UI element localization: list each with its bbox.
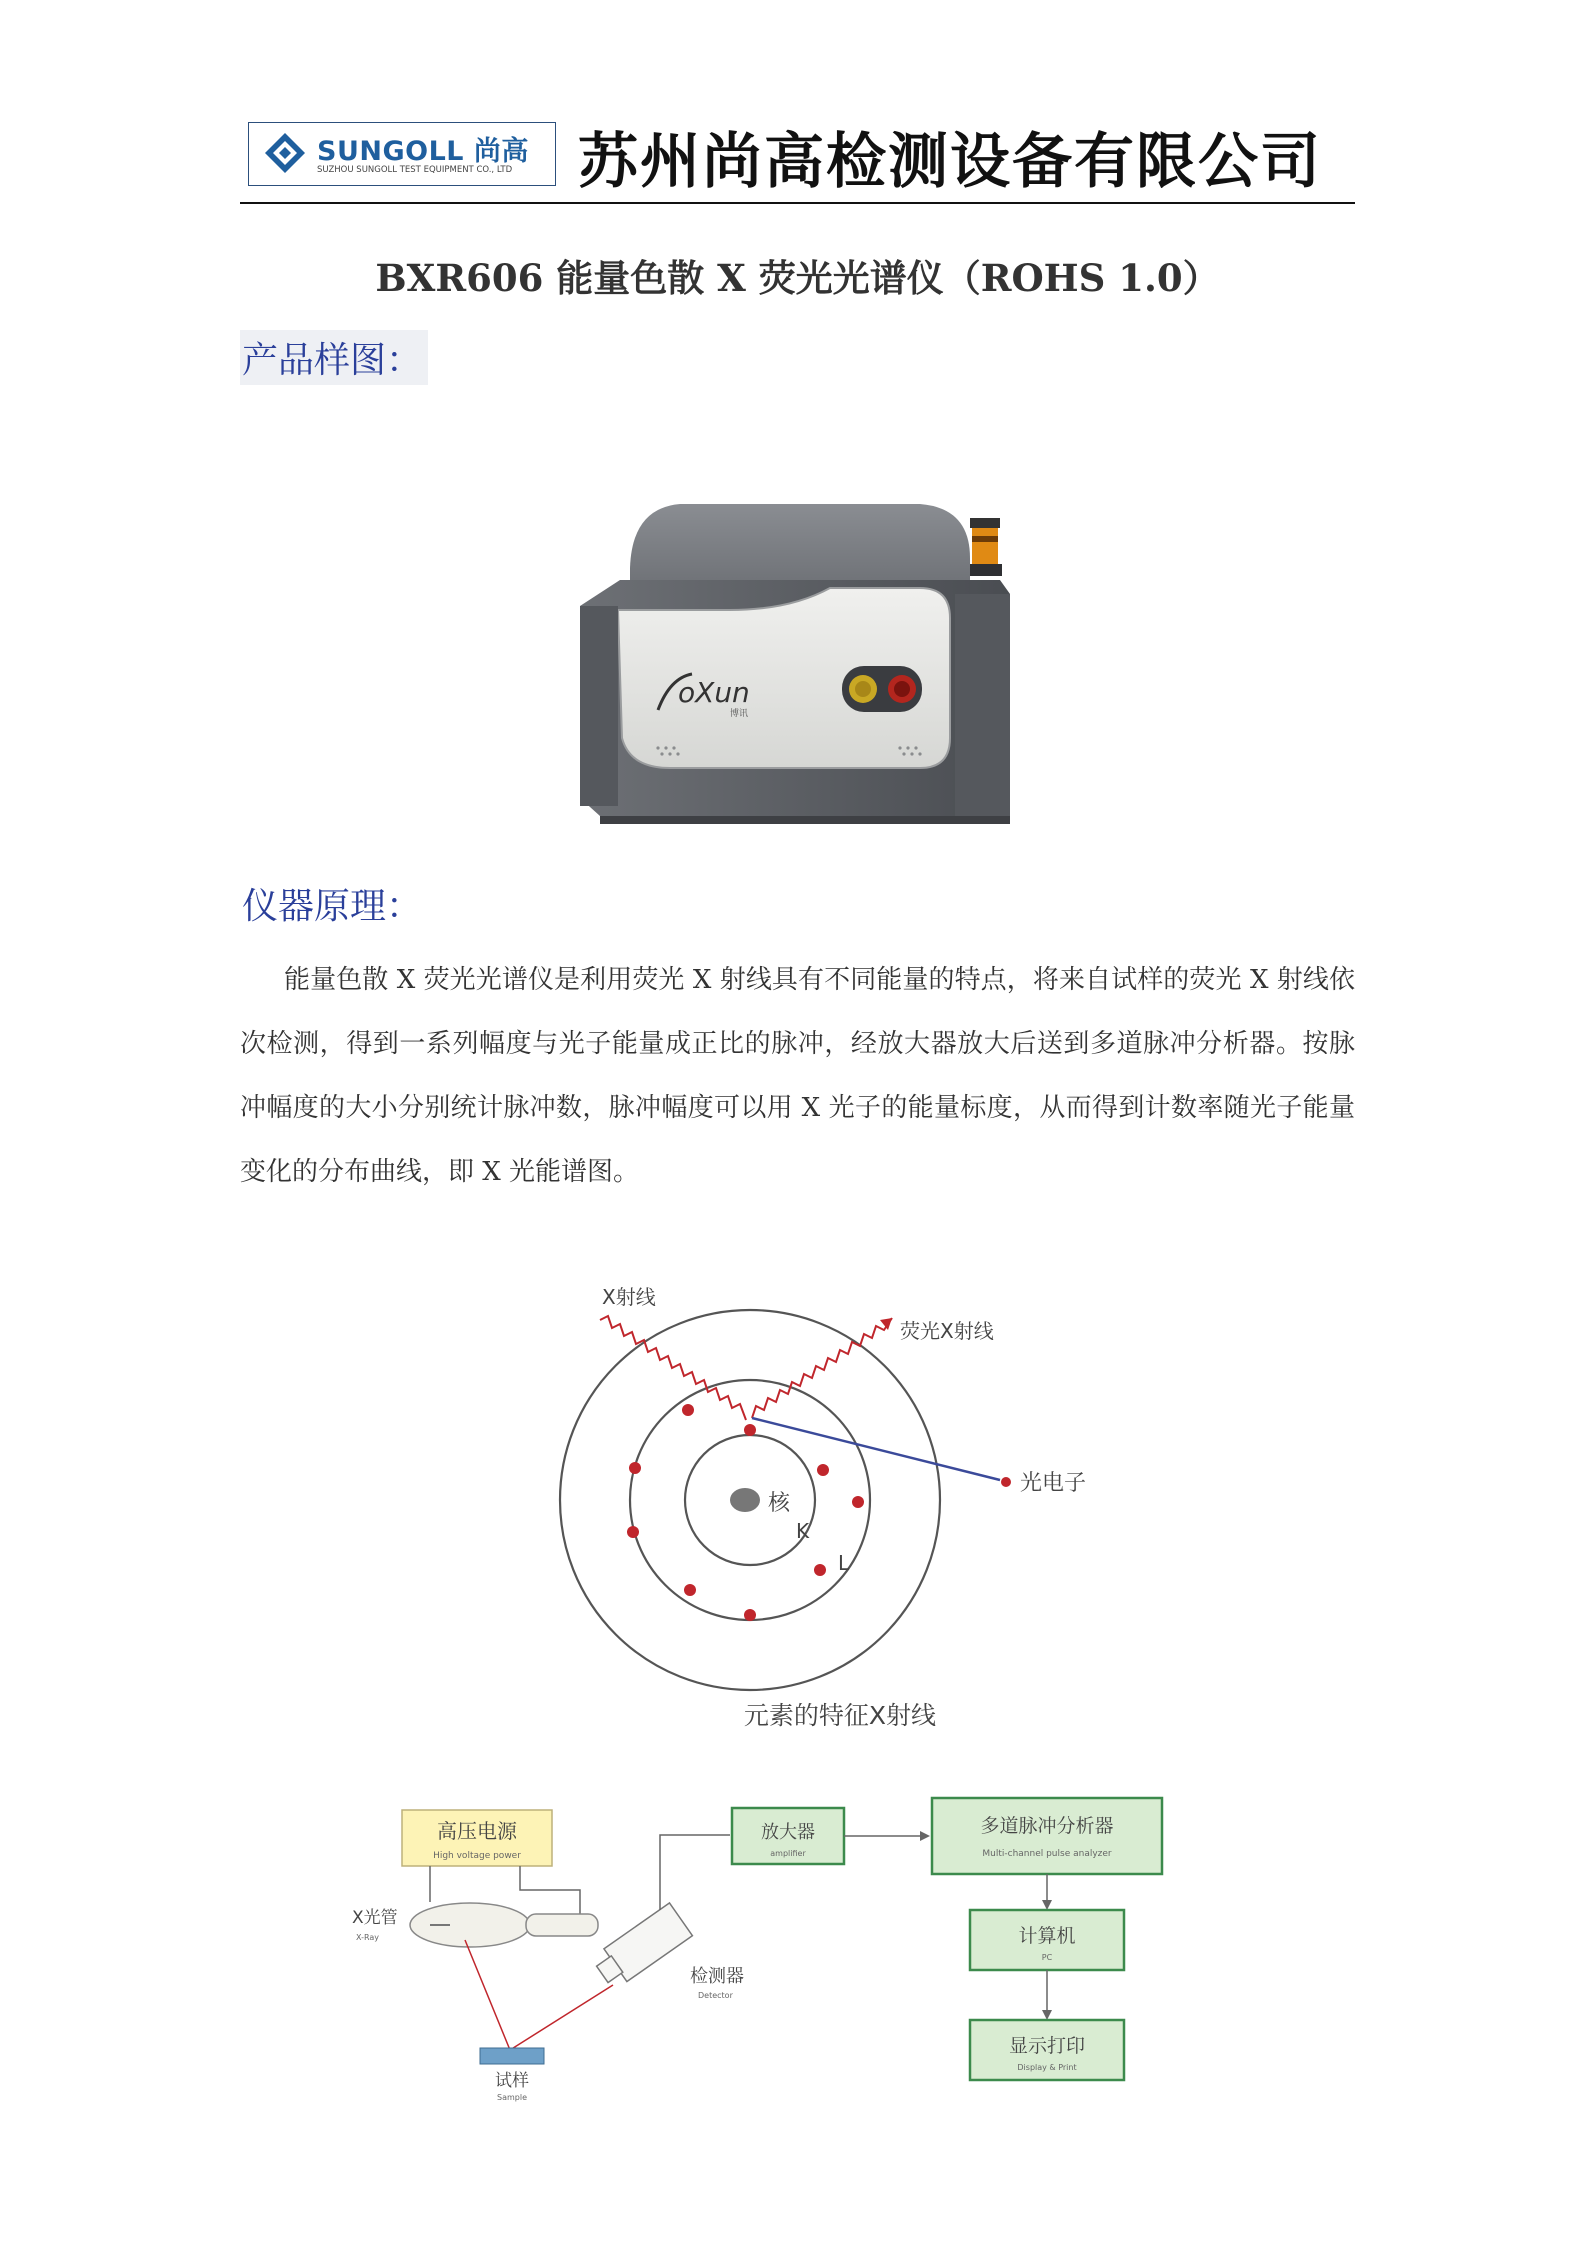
product-brand-sub: 博讯: [730, 709, 749, 719]
logo-subtitle: SUZHOU SUNGOLL TEST EQUIPMENT CO., LTD: [317, 165, 513, 175]
company-logo: [248, 122, 556, 186]
mca-label: 多道脉冲分析器: [980, 1815, 1114, 1837]
l-shell-label: L: [838, 1551, 850, 1575]
fluorescence-label: 荧光X射线: [900, 1319, 994, 1343]
sample-label: 试样: [495, 2071, 529, 2091]
atom-diagram-caption: 元素的特征X射线: [743, 1701, 937, 1730]
display-en-label: Display & Print: [1017, 2063, 1077, 2072]
logo-brand-text: SUNGOLL 尚高: [317, 136, 529, 167]
company-name: 苏州尚高检测设备有限公司: [578, 127, 1322, 197]
xray-label: X射线: [602, 1285, 656, 1309]
nucleus-label: 核: [768, 1491, 791, 1516]
detector-en-label: Detector: [698, 1991, 733, 2000]
hv-power-label: 高压电源: [437, 1819, 517, 1843]
display-label: 显示打印: [1008, 2035, 1086, 2057]
mca-en-label: Multi-channel pulse analyzer: [982, 1849, 1112, 1859]
atom-xray-diagram: [540, 1270, 1260, 1750]
detector-label: 检测器: [690, 1966, 744, 1987]
xray-tube-label: X光管: [352, 1908, 398, 1928]
letterhead: [240, 108, 1355, 204]
sample-en-label: Sample: [497, 2093, 527, 2102]
section-heading-principle: 仪器原理：: [242, 886, 423, 927]
photoelectron-label: 光电子: [1020, 1471, 1087, 1496]
header-divider: [240, 202, 1355, 204]
instrument-flow-diagram: [330, 1780, 1260, 2130]
computer-label: 计算机: [1018, 1925, 1076, 1947]
hv-power-en-label: High voltage power: [433, 1851, 521, 1861]
document-title: BXR606 能量色散 X 荧光光谱仪（ROHS 1.0）: [375, 256, 1220, 300]
section-heading-sample: 产品样图：: [240, 330, 428, 385]
computer-en-label: PC: [1041, 1953, 1053, 1962]
amplifier-en-label: amplifier: [770, 1849, 806, 1858]
principle-paragraph: 能量色散 X 荧光光谱仪是利用荧光 X 射线具有不同能量的特点，将来自试样的荧光 X 射线依次检测，得到一系列幅度与光子能量成正比的脉冲，经放大器放大后送到多道脉冲分析器。按脉冲幅度的大小分别统计脉冲数，脉冲幅度可以用 X 光子的能量标度，从而得到计数率随光子能量变化的分布曲线，即 X 光能谱图。: [240, 965, 1355, 1187]
amplifier-label: 放大器: [761, 1822, 815, 1843]
product-photo: [560, 498, 1030, 828]
product-brand-text: oXun: [678, 676, 750, 709]
k-shell-label: K: [796, 1519, 810, 1543]
xray-tube-en-label: X-Ray: [356, 1933, 379, 1942]
diamond-logo-icon: [263, 131, 307, 175]
